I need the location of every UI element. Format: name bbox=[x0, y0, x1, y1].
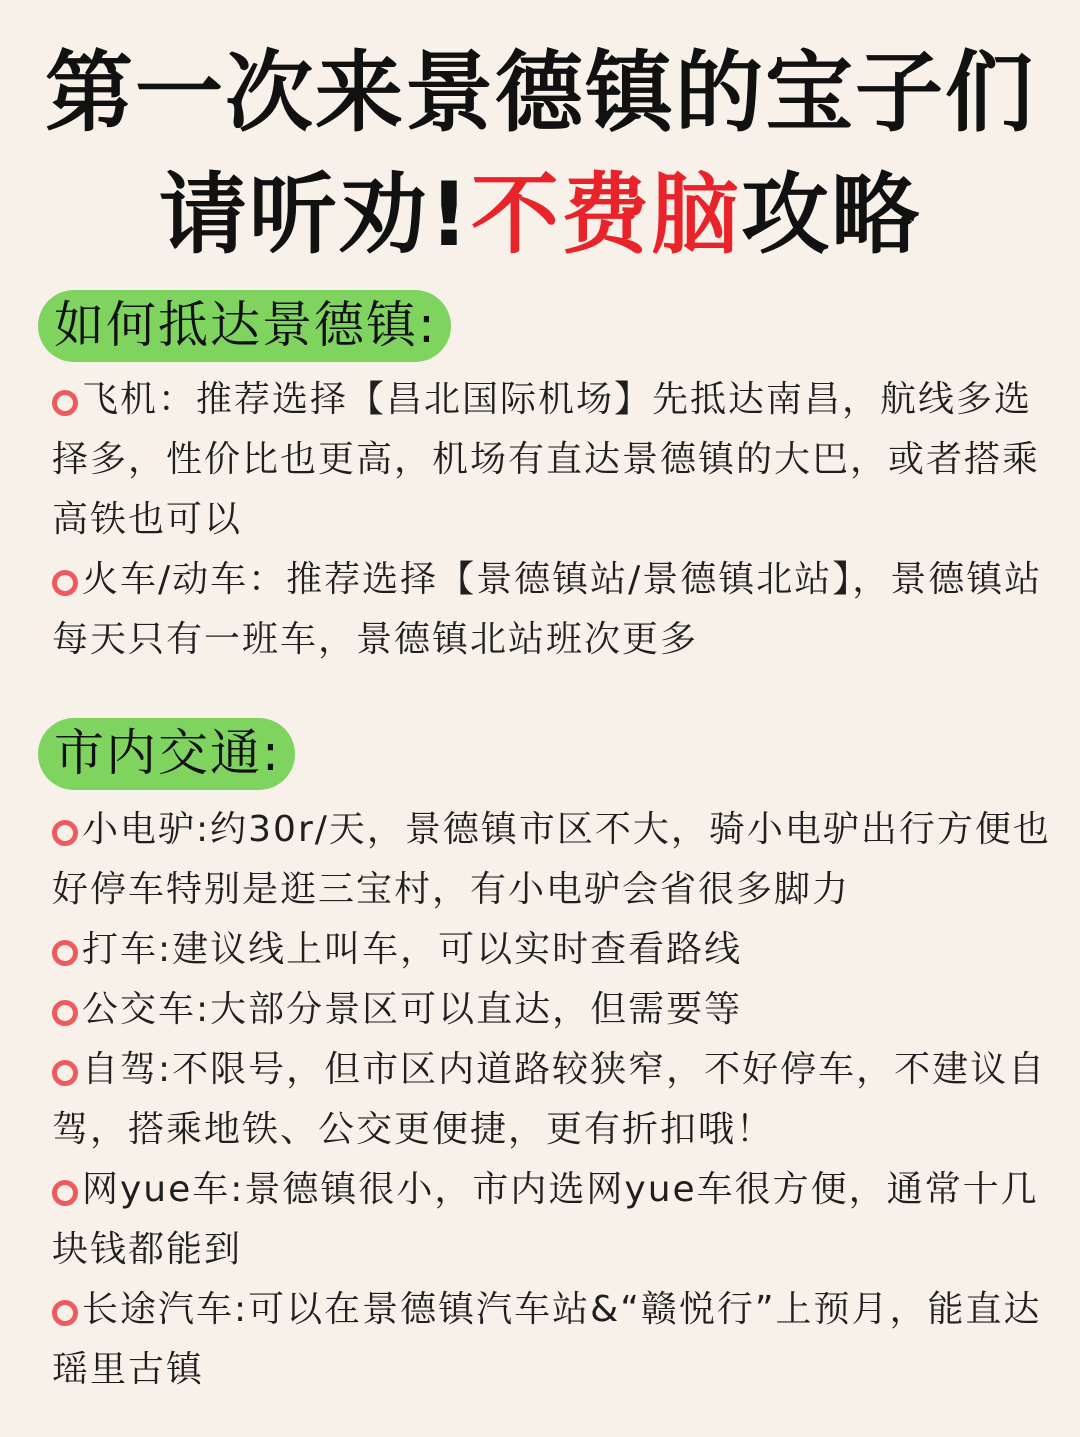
list-item-airplane bbox=[52, 370, 1052, 550]
page-title-line2 bbox=[0, 160, 1080, 270]
list-item-train bbox=[52, 550, 1052, 670]
ring-icon bbox=[52, 1180, 78, 1206]
title-suffix: 攻略 bbox=[741, 163, 922, 266]
list-item-text: 长途汽车:可以在景德镇汽车站&“赣悦行”上预月，能直达瑶里古镇 bbox=[52, 1289, 1042, 1390]
list-item-text: 火车/动车：推荐选择【景德镇站/景德镇北站】，景德镇站每天只有一班车，景德镇北站班次更多 bbox=[52, 559, 1043, 660]
list-item-ebike bbox=[52, 800, 1052, 920]
title-prefix: 请听劝! bbox=[158, 163, 472, 266]
page-title-line1: 第一次来景德镇的宝子们 bbox=[44, 41, 1035, 144]
section-heading-arrival: 如何抵达景德镇: bbox=[38, 290, 451, 362]
list-item-ride-hailing bbox=[52, 1160, 1052, 1280]
ring-icon bbox=[52, 940, 78, 966]
list-item-text: 自驾:不限号，但市区内道路较狭窄，不好停车，不建议自驾，搭乘地铁、公交更便捷，更有折扣哦！ bbox=[52, 1049, 1047, 1150]
ring-icon bbox=[52, 1000, 78, 1026]
list-item-text: 公交车:大部分景区可以直达，但需要等 bbox=[82, 989, 743, 1030]
ring-icon bbox=[52, 390, 78, 416]
title-highlight: 不费脑 bbox=[471, 163, 742, 266]
list-item-text: 网yue车:景德镇很小，市内选网yue车很方便，通常十几块钱都能到 bbox=[52, 1169, 1039, 1270]
ring-icon bbox=[52, 820, 78, 846]
list-item-bus bbox=[52, 980, 1052, 1040]
list-item-text: 打车:建议线上叫车，可以实时查看路线 bbox=[82, 929, 743, 970]
list-item-text: 小电驴:约30r/天，景德镇市区不大，骑小电驴出行方便也好停车特别是逛三宝村，有小电驴会省很多脚力 bbox=[52, 809, 1051, 910]
list-item-taxi bbox=[52, 920, 1052, 980]
list-item-text: 飞机：推荐选择【昌北国际机场】先抵达南昌，航线多选择多，性价比也更高，机场有直达景德镇的大巴，或者搭乘高铁也可以 bbox=[52, 379, 1041, 540]
list-item-self-drive bbox=[52, 1040, 1052, 1160]
ring-icon bbox=[52, 1060, 78, 1086]
list-item-long-distance-bus bbox=[52, 1280, 1052, 1400]
section-heading-city-transport: 市内交通: bbox=[38, 718, 295, 790]
ring-icon bbox=[52, 1300, 78, 1326]
ring-icon bbox=[52, 570, 78, 596]
